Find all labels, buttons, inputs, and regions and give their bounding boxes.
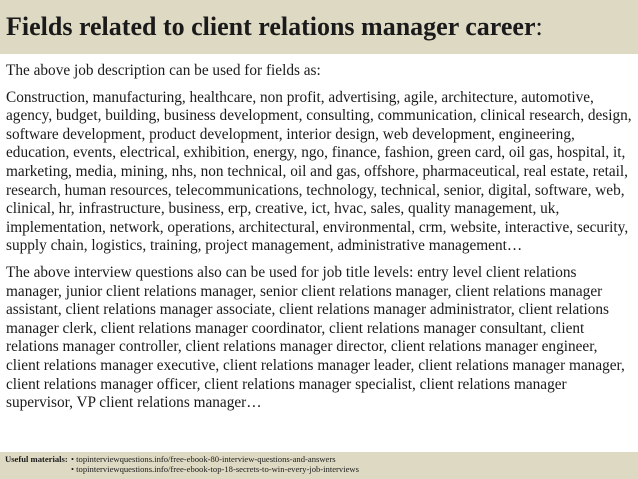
footer-link-2[interactable]: • topinterviewquestions.info/free-ebook-top-18-secrets-to-win-every-job-interviews [71, 464, 359, 475]
title-colon: : [535, 12, 543, 41]
footer-row-1 [5, 454, 633, 464]
fields-paragraph: Construction, manufacturing, healthcare, non profit, advertising, agile, architecture, automotive, agency, budget, building, business development, consulting, communication, clinical research, design, software development, product development, interior design, web development, engineering, education, events, electrical, exhibition, energy, ngo, finance, fashion, green card, oil gas, hospital, it, marketing, media, mining, nhs, non technical, oil and gas, offshore, pharmaceutical, real estate, retail, research, human resources, telecommunications, technology, technical, senior, digital, software, web, clinical, hr, infrastructure, business, erp, creative, ict, hvac, sales, quality management, uk, implementation, network, operations, architectural, environmental, crm, website, interactive, security, supply chain, logistics, training, project management, administrative management… [6, 88, 632, 255]
levels-paragraph: The above interview questions also can be used for job title levels: entry level client relations manager, junior client relations manager, senior client relations manager, client relations manager assistant, client relations manager associate, client relations manager administrator, client relations manager clerk, client relations manager coordinator, client relations manager consultant, client relations manager controller, client relations manager director, client relations manager engineer, client relations manager executive, client relations manager leader, client relations manager manager, client relations manager officer, client relations manager specialist, client relations manager supervisor, VP client relations manager… [6, 263, 625, 412]
slide-title: Fields related to client relations manager career [6, 12, 536, 41]
footer-row-2 [5, 464, 633, 474]
footer-label: Useful materials: [5, 454, 68, 464]
title-bar [0, 0, 638, 54]
intro-text: The above job description can be used for fields as: [6, 62, 321, 79]
slide-content [6, 62, 634, 413]
footer-bar [0, 452, 638, 479]
footer-link-1[interactable]: • topinterviewquestions.info/free-ebook-80-interview-questions-and-answers [71, 454, 336, 464]
